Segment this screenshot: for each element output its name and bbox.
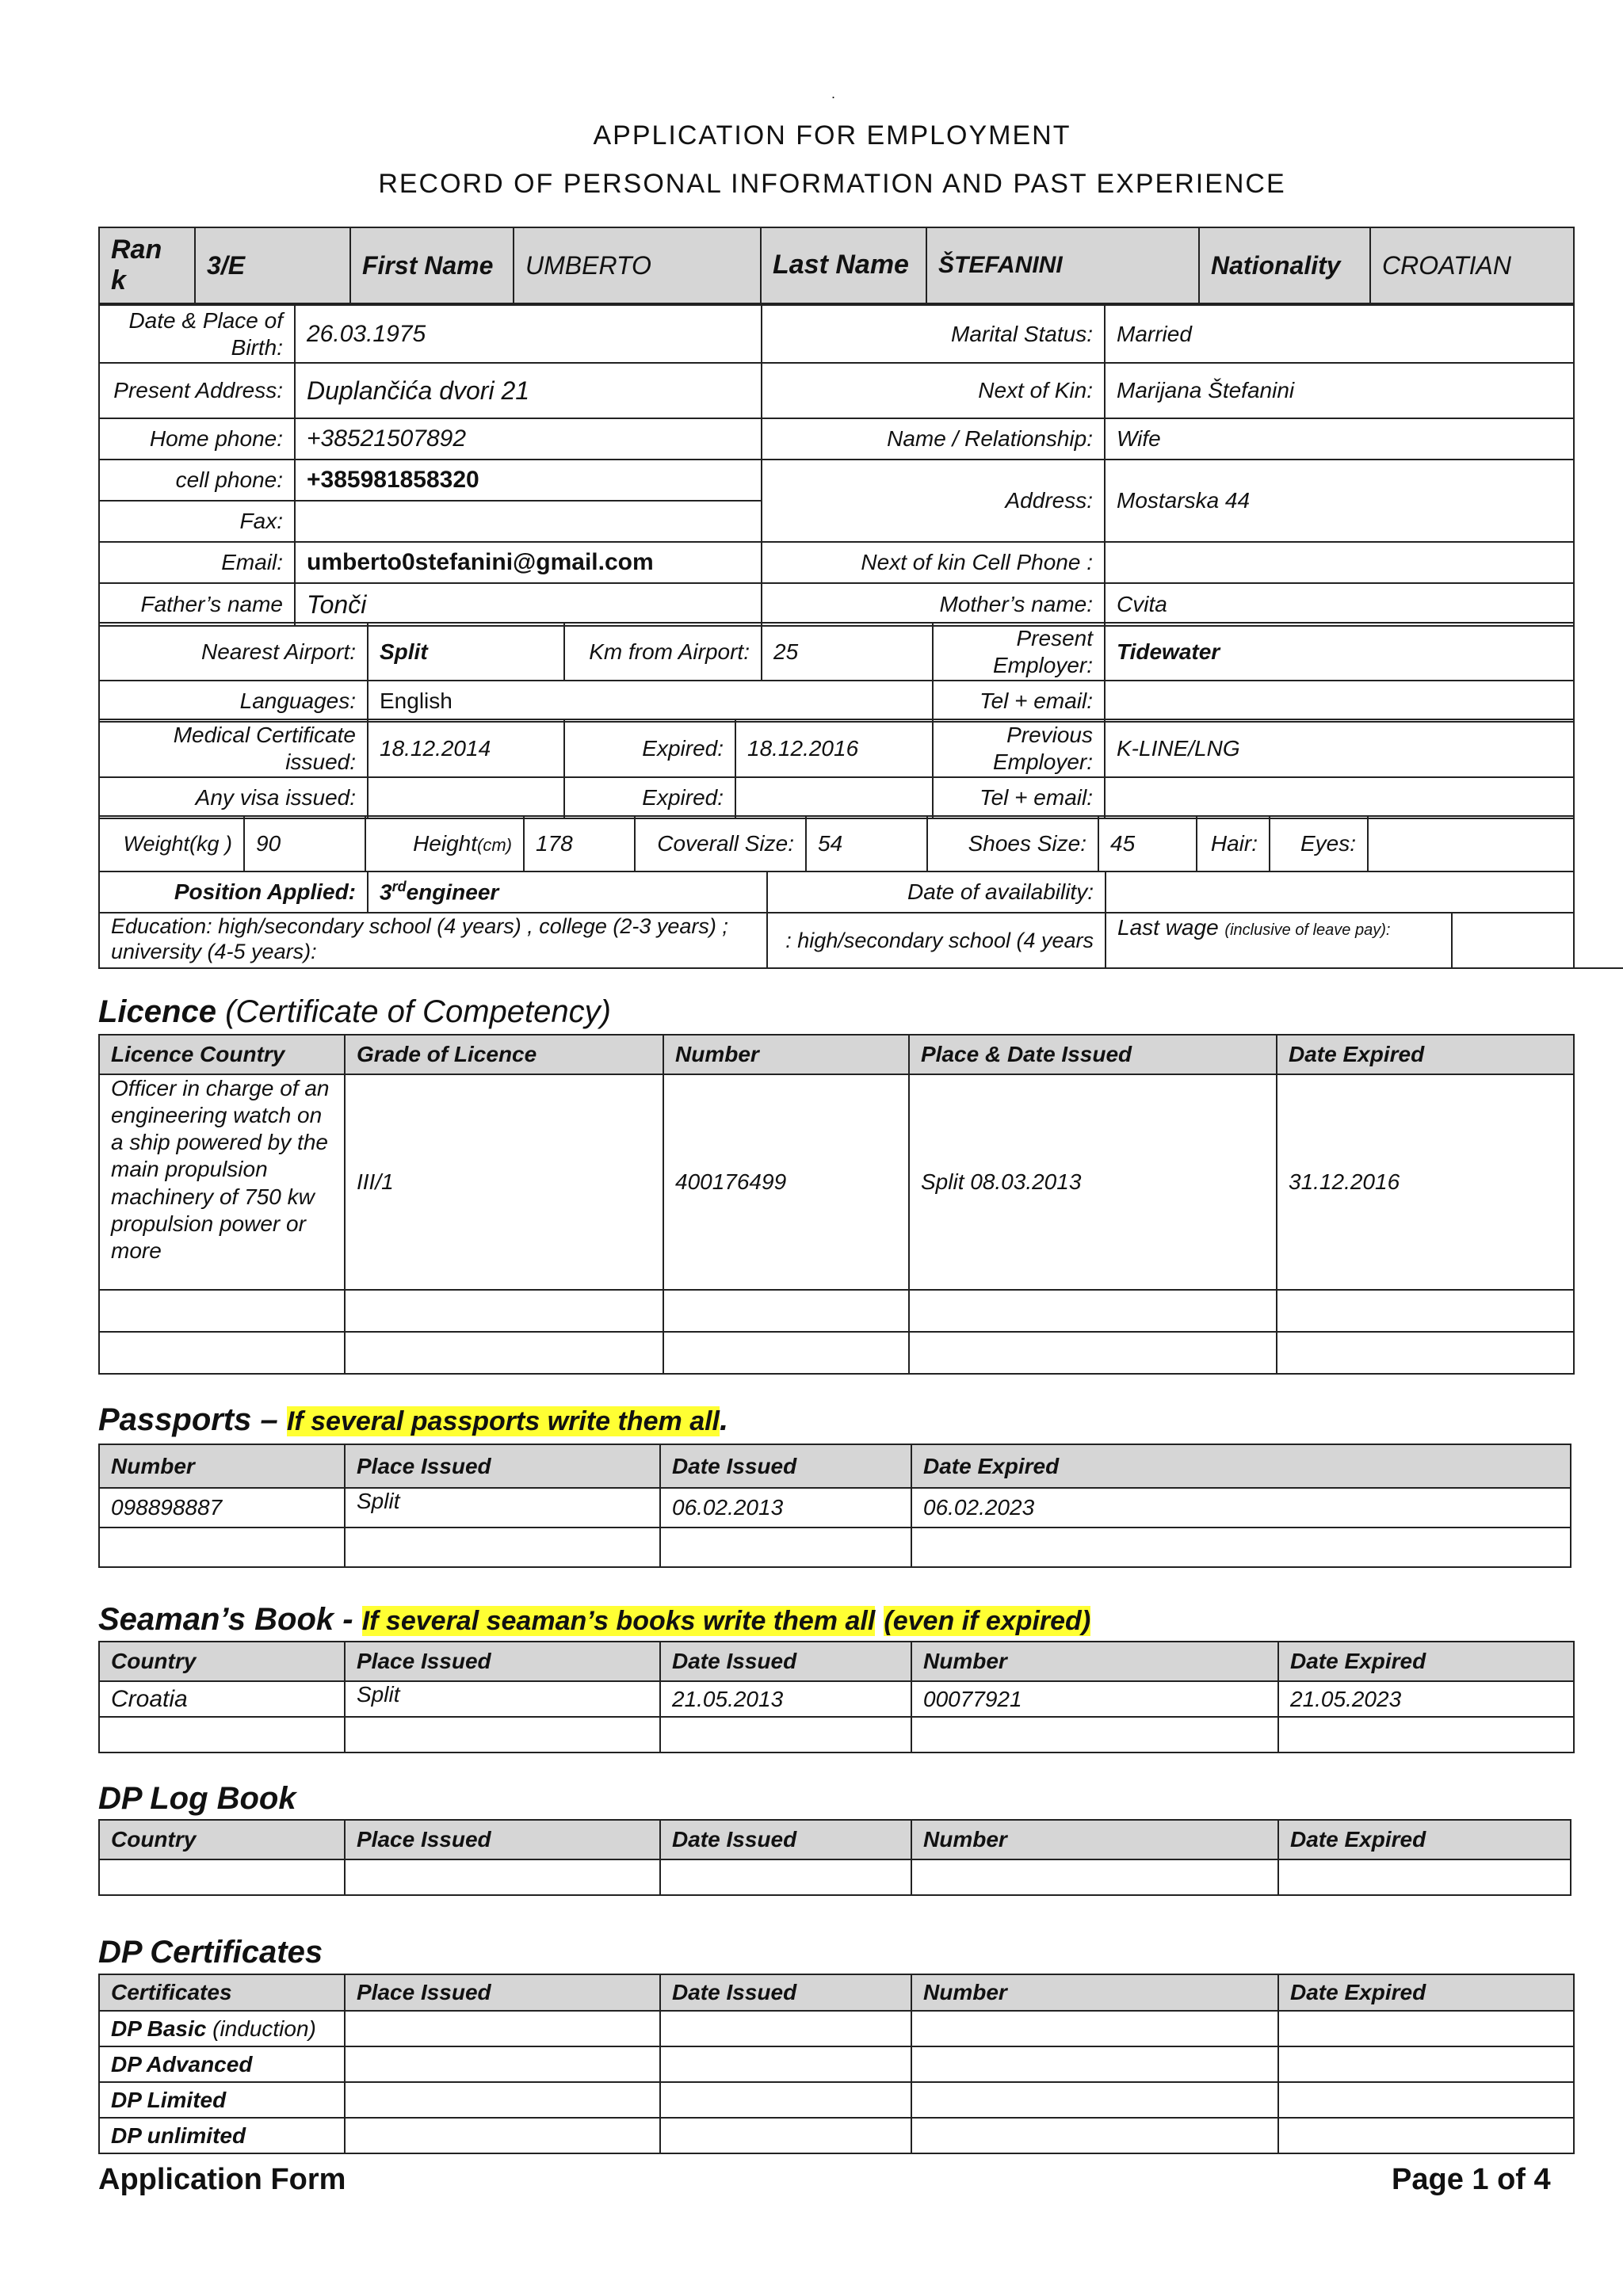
- height-label: [365, 816, 524, 871]
- languages-label: Languages:: [99, 681, 368, 722]
- licence-place-date-value[interactable]: Split 08.03.2013: [909, 1074, 1277, 1290]
- height-value[interactable]: 178: [524, 816, 635, 871]
- availability-value[interactable]: [1106, 871, 1574, 913]
- education-label: Education: high/secondary school (4 years) , college (2-3 years) ; university (4-5 years):: [99, 913, 767, 968]
- licence-empty-cell[interactable]: [1277, 1290, 1574, 1332]
- marital-label: Marital Status:: [762, 305, 1105, 363]
- position-row: [98, 871, 1575, 913]
- seamans-place-value[interactable]: Split: [345, 1681, 660, 1717]
- form-subtitle: RECORD OF PERSONAL INFORMATION AND PAST EXPERIENCE: [378, 169, 1286, 199]
- visa-value[interactable]: [368, 777, 564, 818]
- last-wage-label: [1106, 913, 1452, 968]
- dp-cert-cell[interactable]: [345, 2118, 660, 2153]
- position-label: Position Applied:: [99, 871, 368, 913]
- header-dot: .: [831, 86, 836, 101]
- medical-expired-value[interactable]: 18.12.2016: [735, 719, 933, 777]
- seamans-expired-value[interactable]: 21.05.2023: [1278, 1681, 1574, 1717]
- position-sup: rd: [391, 879, 407, 895]
- passports-heading: [98, 1402, 728, 1438]
- licence-empty-cell[interactable]: [909, 1290, 1277, 1332]
- nationality-label: Nationality: [1199, 227, 1370, 303]
- shoes-value[interactable]: 45: [1098, 816, 1197, 871]
- relationship-value[interactable]: Wife: [1105, 418, 1574, 460]
- relationship-label: Name / Relationship:: [762, 418, 1105, 460]
- passports-title: Passports –: [98, 1402, 287, 1437]
- dp-cert-cell[interactable]: [345, 2011, 660, 2046]
- licence-subtitle: (Certificate of Competency): [225, 994, 611, 1029]
- passport-issued-value[interactable]: 06.02.2013: [660, 1488, 911, 1527]
- dp-cert-cell[interactable]: [1278, 2046, 1574, 2082]
- education-row: [98, 912, 1623, 969]
- mother-value[interactable]: Cvita: [1105, 583, 1574, 626]
- dp-cert-cell[interactable]: [660, 2046, 911, 2082]
- dp-cert-advanced-name: DP Advanced: [111, 2051, 253, 2077]
- airport-label: Nearest Airport:: [99, 623, 368, 681]
- coverall-label: Coverall Size:: [635, 816, 806, 871]
- last-name-label: Last Name: [761, 227, 926, 303]
- position-rest: engineer: [406, 879, 499, 905]
- km-label: Km from Airport:: [564, 623, 762, 681]
- dp-log-col-number: Number: [911, 1820, 1278, 1859]
- kin-address-label: Address:: [762, 460, 1105, 542]
- dp-cert-basic-note: (induction): [206, 2016, 316, 2041]
- last-name-value[interactable]: ŠTEFANINI: [926, 227, 1199, 303]
- cell-phone-value[interactable]: +385981858320: [295, 460, 762, 501]
- father-value[interactable]: Tonči: [295, 583, 762, 626]
- first-name-value[interactable]: UMBERTO: [514, 227, 761, 303]
- fax-value[interactable]: [295, 501, 762, 542]
- coverall-value[interactable]: 54: [806, 816, 927, 871]
- footer-page-number: Page 1 of 4: [1392, 2163, 1551, 2196]
- passports-period: .: [720, 1402, 729, 1437]
- dp-log-empty-cell[interactable]: [99, 1859, 345, 1895]
- weight-value[interactable]: 90: [244, 816, 365, 871]
- email-label: Email:: [99, 542, 295, 583]
- licence-empty-cell[interactable]: [1277, 1332, 1574, 1374]
- licence-number-value[interactable]: 400176499: [663, 1074, 909, 1290]
- dp-cert-cell[interactable]: [911, 2046, 1278, 2082]
- last-wage-value[interactable]: [1452, 913, 1574, 968]
- dp-cert-unlimited-name: DP unlimited: [111, 2122, 246, 2148]
- previous-employer-label: Previous Employer:: [933, 719, 1105, 777]
- rank-value[interactable]: 3/E: [195, 227, 350, 303]
- marital-value[interactable]: Married: [1105, 305, 1574, 363]
- seamans-col-expired: Date Expired: [1278, 1642, 1574, 1681]
- passport-empty-cell[interactable]: [99, 1527, 345, 1567]
- present-employer-value[interactable]: Tidewater: [1105, 623, 1574, 681]
- seamans-book-highlight-1: If several seaman’s books write them all: [361, 1606, 876, 1636]
- seamans-book-table: [98, 1641, 1575, 1753]
- seamans-empty-cell[interactable]: [345, 1717, 660, 1753]
- personal-details-b: [98, 622, 1575, 723]
- dp-log-empty-cell[interactable]: [911, 1859, 1278, 1895]
- seamans-book-highlight-2: (even if expired): [884, 1606, 1091, 1636]
- next-of-kin-value[interactable]: Marijana Štefanini: [1105, 363, 1574, 418]
- licence-grade-value[interactable]: III/1: [345, 1074, 663, 1290]
- seamans-empty-cell[interactable]: [1278, 1717, 1574, 1753]
- licence-empty-cell[interactable]: [909, 1332, 1277, 1374]
- kin-cell-label: Next of kin Cell Phone :: [762, 542, 1105, 583]
- dp-cert-unlimited: [99, 2118, 345, 2153]
- email-value[interactable]: umberto0stefanini@gmail.com: [295, 542, 762, 583]
- passports-table: [98, 1444, 1571, 1568]
- licence-table: [98, 1034, 1575, 1375]
- eyes-value[interactable]: [1368, 816, 1574, 871]
- kin-address-value[interactable]: Mostarska 44: [1105, 460, 1574, 542]
- dp-log-col-issued: Date Issued: [660, 1820, 911, 1859]
- seamans-country-value[interactable]: Croatia: [99, 1681, 345, 1717]
- km-value[interactable]: 25: [762, 623, 933, 681]
- seamans-empty-cell[interactable]: [911, 1717, 1278, 1753]
- personal-details-a: [98, 304, 1575, 627]
- nationality-value[interactable]: CROATIAN: [1370, 227, 1574, 303]
- licence-col-place-date: Place & Date Issued: [909, 1035, 1277, 1074]
- licence-col-country: Licence Country: [99, 1035, 345, 1074]
- dp-cert-cell[interactable]: [911, 2011, 1278, 2046]
- visa-expired-value[interactable]: [735, 777, 933, 818]
- passport-empty-cell[interactable]: [911, 1527, 1571, 1567]
- licence-country-value[interactable]: Officer in charge of an engineering watch on a ship powered by the main propulsion machinery of 750 kw propulsion power or more: [99, 1074, 345, 1290]
- dp-log-empty-cell[interactable]: [345, 1859, 660, 1895]
- dp-certs-col-certificates: Certificates: [99, 1974, 345, 2011]
- dp-log-empty-cell[interactable]: [660, 1859, 911, 1895]
- airport-value[interactable]: Split: [368, 623, 564, 681]
- seamans-empty-cell[interactable]: [99, 1717, 345, 1753]
- rank-label: Ran k: [99, 227, 195, 303]
- dp-cert-cell[interactable]: [345, 2046, 660, 2082]
- passport-place-value[interactable]: Split: [345, 1488, 660, 1527]
- first-name-label: First Name: [350, 227, 514, 303]
- present-employer-label: Present Employer:: [933, 623, 1105, 681]
- licence-empty-cell[interactable]: [99, 1332, 345, 1374]
- availability-label: Date of availability:: [767, 871, 1106, 913]
- dp-certs-table: [98, 1974, 1575, 2154]
- passport-col-expired: Date Expired: [911, 1444, 1571, 1488]
- tel-email2-value[interactable]: [1105, 777, 1574, 818]
- address-value[interactable]: Duplančića dvori 21: [295, 363, 762, 418]
- dp-log-heading: DP Log Book: [98, 1781, 296, 1816]
- licence-empty-cell[interactable]: [99, 1290, 345, 1332]
- seamans-book-title: Seaman’s Book -: [98, 1602, 362, 1637]
- height-unit: (cm): [477, 835, 512, 855]
- dp-cert-cell[interactable]: [660, 2011, 911, 2046]
- dp-certs-heading: DP Certificates: [98, 1935, 323, 1970]
- height-label-text: Height: [413, 831, 478, 856]
- dp-certs-col-number: Number: [911, 1974, 1278, 2011]
- licence-expired-value[interactable]: 31.12.2016: [1277, 1074, 1574, 1290]
- previous-employer-value[interactable]: K-LINE/LNG: [1105, 719, 1574, 777]
- position-num: 3: [380, 879, 392, 905]
- dp-cert-cell[interactable]: [1278, 2082, 1574, 2118]
- seamans-number-value[interactable]: 00077921: [911, 1681, 1278, 1717]
- passport-expired-value[interactable]: 06.02.2023: [911, 1488, 1571, 1527]
- fax-label: Fax:: [99, 501, 295, 542]
- tel-email2-label: Tel + email:: [933, 777, 1105, 818]
- passport-number-value[interactable]: 098898887: [99, 1488, 345, 1527]
- seamans-empty-cell[interactable]: [660, 1717, 911, 1753]
- licence-empty-cell[interactable]: [663, 1332, 909, 1374]
- dp-cert-cell[interactable]: [660, 2082, 911, 2118]
- dp-certs-col-expired: Date Expired: [1278, 1974, 1574, 2011]
- licence-col-expired: Date Expired: [1277, 1035, 1574, 1074]
- position-value[interactable]: [368, 871, 767, 913]
- dp-cert-cell[interactable]: [1278, 2118, 1574, 2153]
- passport-empty-cell[interactable]: [660, 1527, 911, 1567]
- dp-cert-cell[interactable]: [911, 2082, 1278, 2118]
- dp-certs-col-issued: Date Issued: [660, 1974, 911, 2011]
- mother-label: Mother’s name:: [762, 583, 1105, 626]
- personal-details-c: [98, 719, 1575, 819]
- kin-cell-value[interactable]: [1105, 542, 1574, 583]
- dp-log-empty-cell[interactable]: [1278, 1859, 1571, 1895]
- visa-expired-label: Expired:: [564, 777, 735, 818]
- tel-email-value[interactable]: [1105, 681, 1574, 722]
- seamans-col-number: Number: [911, 1642, 1278, 1681]
- licence-empty-cell[interactable]: [345, 1290, 663, 1332]
- dp-cert-basic-name: DP Basic: [111, 2016, 207, 2041]
- address-label: Present Address:: [99, 363, 295, 418]
- dp-cert-limited: [99, 2082, 345, 2118]
- dob-value[interactable]: 26.03.1975: [295, 305, 762, 363]
- dp-cert-limited-name: DP Limited: [111, 2087, 227, 2112]
- eyes-label: Eyes:: [1300, 831, 1356, 856]
- hair-value-eyes-label: [1270, 816, 1368, 871]
- footer-form-name: Application Form: [98, 2163, 346, 2196]
- passport-col-place: Place Issued: [345, 1444, 660, 1488]
- medical-value[interactable]: 18.12.2014: [368, 719, 564, 777]
- dp-cert-cell[interactable]: [911, 2118, 1278, 2153]
- licence-empty-cell[interactable]: [345, 1332, 663, 1374]
- seamans-issued-value[interactable]: 21.05.2013: [660, 1681, 911, 1717]
- dp-log-col-expired: Date Expired: [1278, 1820, 1571, 1859]
- home-phone-label: Home phone:: [99, 418, 295, 460]
- edu-spacer: [1574, 913, 1623, 968]
- cell-phone-label: cell phone:: [99, 460, 295, 501]
- next-of-kin-label: Next of Kin:: [762, 363, 1105, 418]
- passports-highlight: If several passports write them all: [286, 1406, 720, 1436]
- dp-log-table: [98, 1819, 1571, 1896]
- last-wage-text: Last wage: [1117, 915, 1219, 940]
- dp-log-col-place: Place Issued: [345, 1820, 660, 1859]
- tel-email-label: Tel + email:: [933, 681, 1105, 722]
- medical-expired-label: Expired:: [564, 719, 735, 777]
- medical-label: Medical Certificate issued:: [99, 719, 368, 777]
- seamans-book-heading: [98, 1602, 1090, 1638]
- dp-certs-col-place: Place Issued: [345, 1974, 660, 2011]
- languages-value[interactable]: English: [368, 681, 933, 722]
- licence-col-number: Number: [663, 1035, 909, 1074]
- father-label: Father’s name: [99, 583, 295, 626]
- dob-label: Date & Place of Birth:: [99, 305, 295, 363]
- licence-empty-cell[interactable]: [663, 1290, 909, 1332]
- seamans-col-issued: Date Issued: [660, 1642, 911, 1681]
- physical-row: [98, 815, 1575, 872]
- form-title: APPLICATION FOR EMPLOYMENT: [593, 120, 1071, 151]
- passport-col-number: Number: [99, 1444, 345, 1488]
- dp-cert-cell[interactable]: [660, 2118, 911, 2153]
- dp-cert-basic: [99, 2011, 345, 2046]
- licence-col-grade: Grade of Licence: [345, 1035, 663, 1074]
- weight-label: Weight(kg ): [99, 816, 244, 871]
- shoes-label: Shoes Size:: [927, 816, 1098, 871]
- seamans-col-place: Place Issued: [345, 1642, 660, 1681]
- last-wage-note: (inclusive of leave pay):: [1224, 921, 1391, 939]
- seamans-col-country: Country: [99, 1642, 345, 1681]
- visa-label: Any visa issued:: [99, 777, 368, 818]
- passport-col-issued: Date Issued: [660, 1444, 911, 1488]
- licence-title: Licence: [98, 994, 216, 1029]
- hair-label: Hair:: [1197, 816, 1270, 871]
- licence-heading: [98, 994, 611, 1030]
- dp-cert-advanced: [99, 2046, 345, 2082]
- dp-cert-cell[interactable]: [345, 2082, 660, 2118]
- dp-cert-cell[interactable]: [1278, 2011, 1574, 2046]
- personal-top-row: [98, 227, 1575, 304]
- dp-log-col-country: Country: [99, 1820, 345, 1859]
- home-phone-value[interactable]: +38521507892: [295, 418, 762, 460]
- passport-empty-cell[interactable]: [345, 1527, 660, 1567]
- education-value[interactable]: : high/secondary school (4 years: [767, 913, 1106, 968]
